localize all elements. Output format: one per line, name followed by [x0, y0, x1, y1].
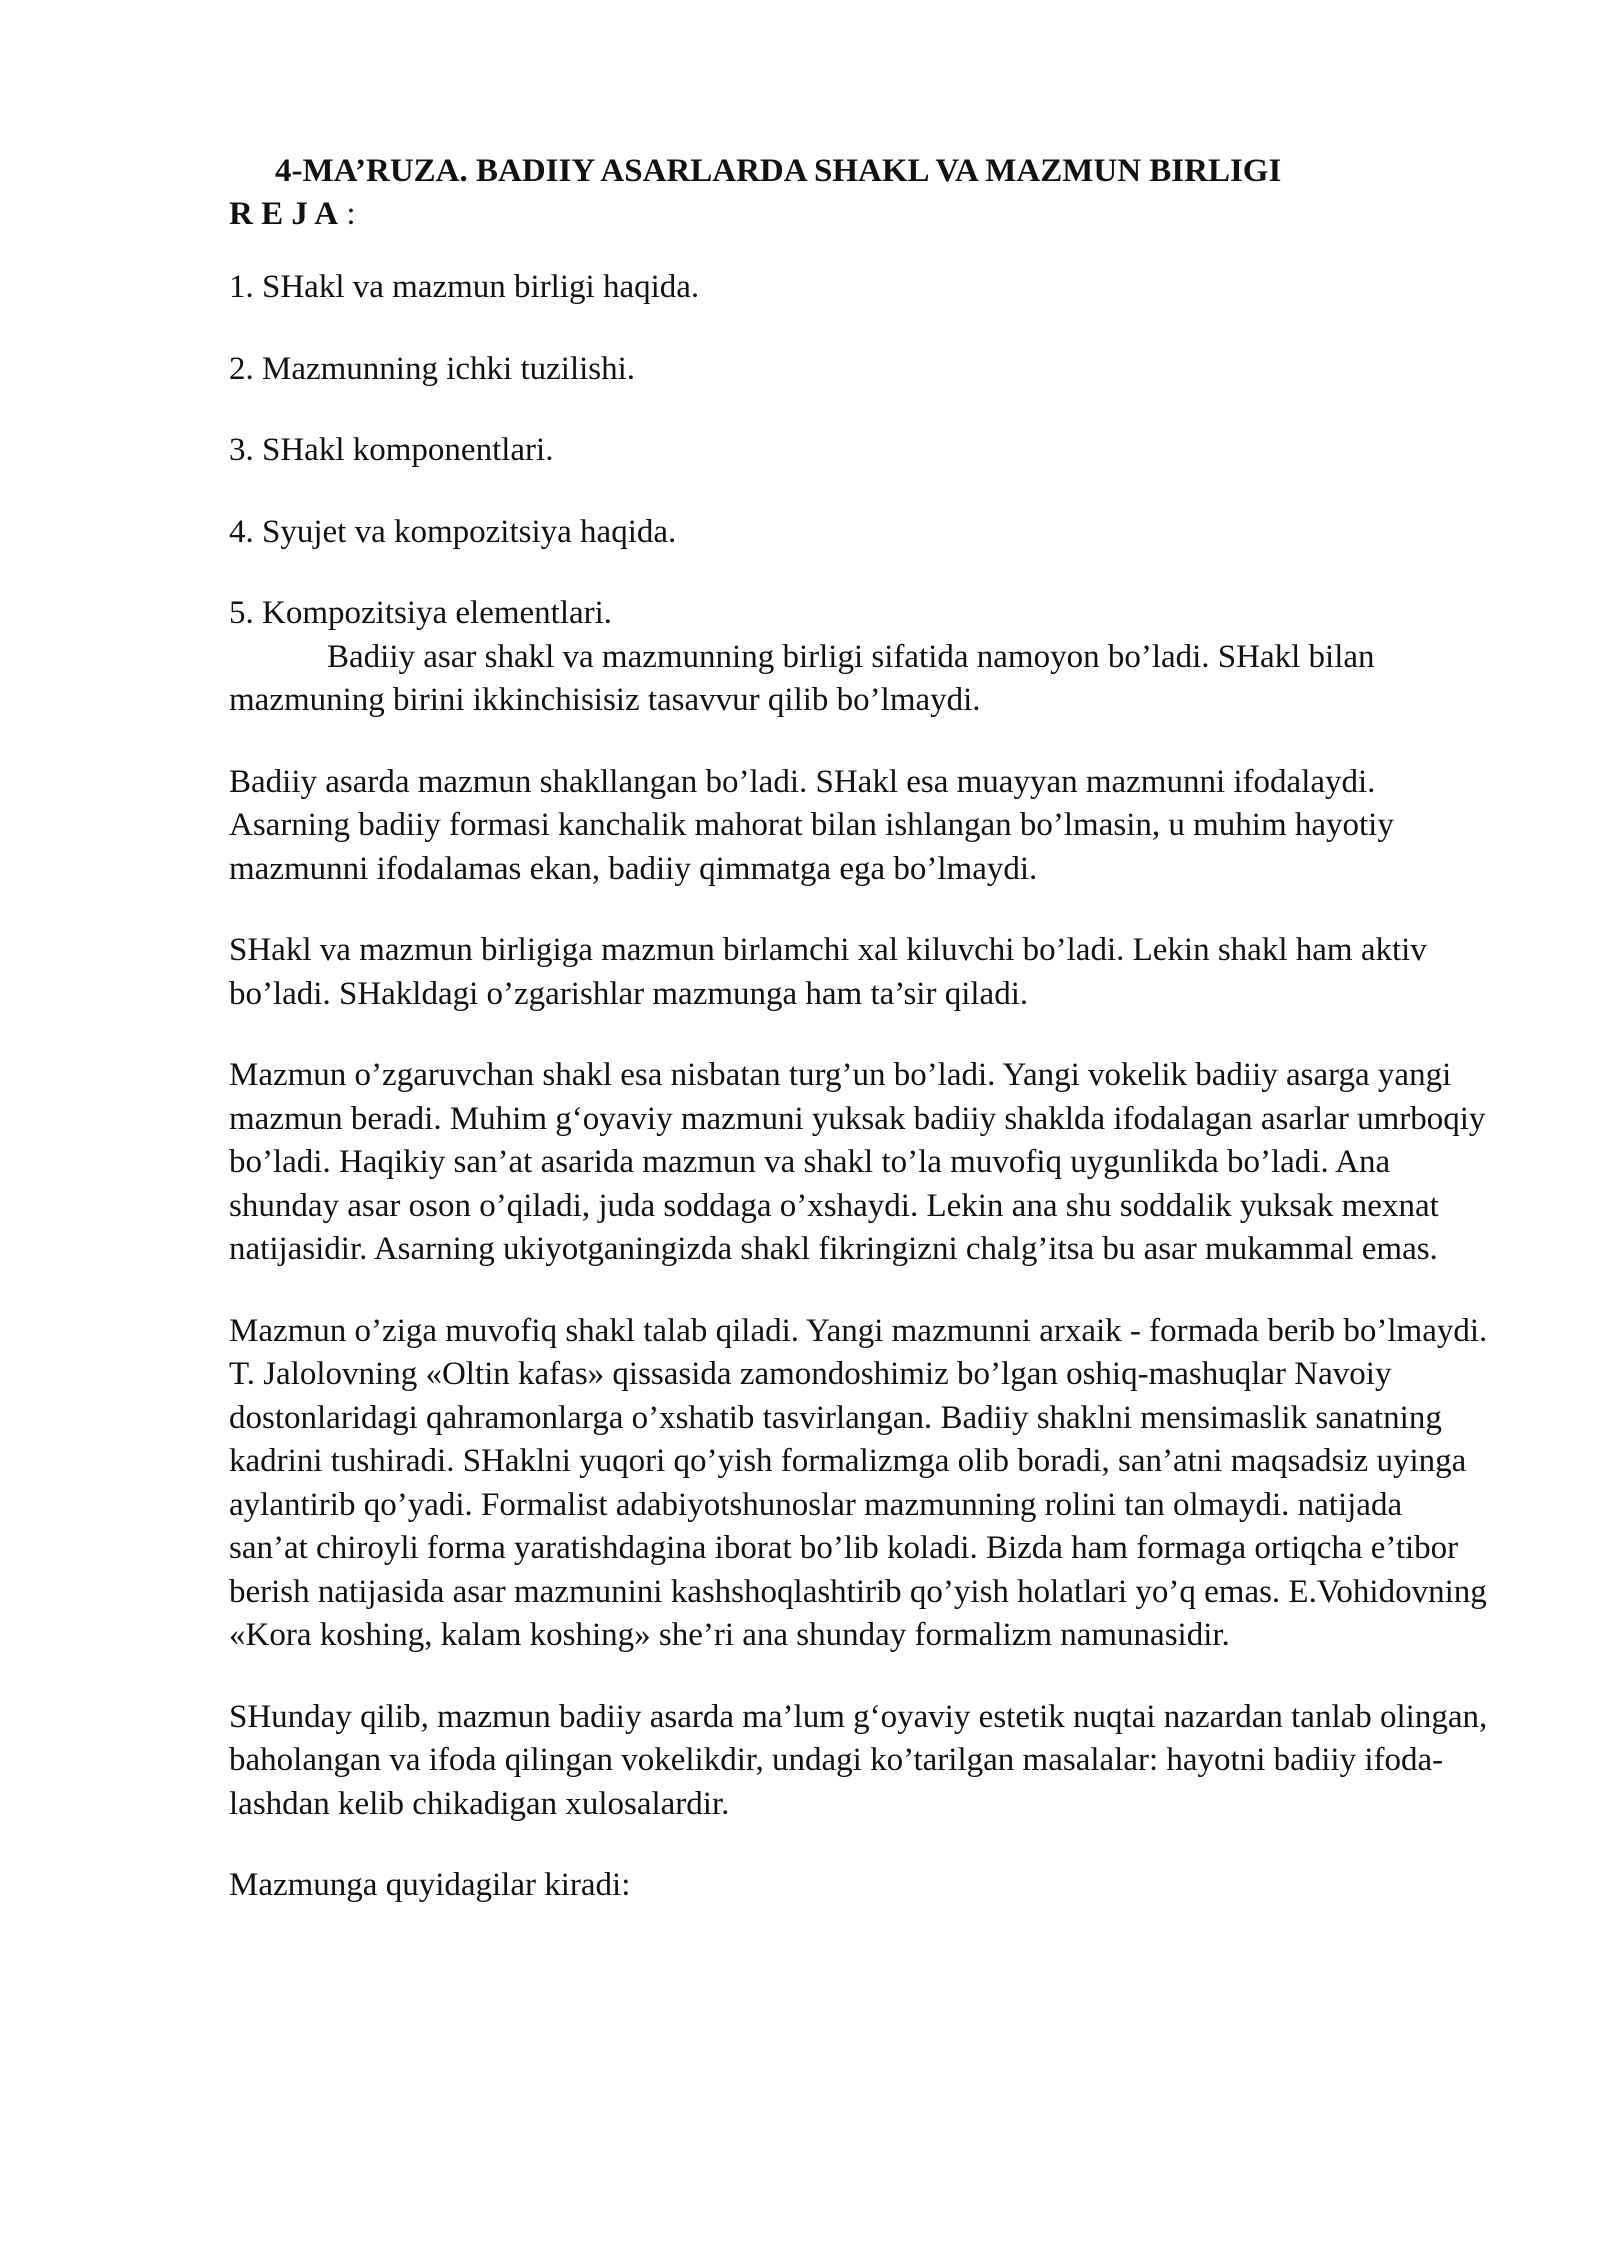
plan-item: 2. Mazmunning ichki tuzilishi. [229, 350, 636, 387]
paragraph: SHakl va mazmun birligiga mazmun birlamchi xal kiluvchi bo’ladi. Lekin shakl ham aktiv bo’ladi. SHakldagi o’zgarishlar mazmunga ham ta’sir qiladi. [229, 932, 1427, 1012]
plan-item: 1. SHakl va mazmun birligi haqida. [229, 269, 700, 305]
plan-label: R E J A [229, 196, 339, 232]
paragraph: Badiiy asarda mazmun shakllangan bo’ladi. SHakl esa muayyan mazmunni ifodalaydi. Asarning badiiy formasi kanchalik mahorat bilan ishlangan bo’lmasin, u muhim hayotiy mazmunni ifodalamas ekan, badiiy qimmatga ega bo’lmaydi. [229, 763, 1394, 887]
document-page [229, 150, 1489, 1908]
paragraph: Mazmunga quyidagilar kiradi: [229, 1867, 631, 1903]
plan-item: 5. Kompozitsiya elementlari. [229, 595, 613, 631]
plan-colon: : [346, 196, 356, 232]
paragraph: Mazmun o’zgaruvchan shakl esa nisbatan turg’un bo’ladi. Yangi vokelik badiiy asarga yangi mazmun beradi. Muhim g‘oyaviy mazmuni yuksak badiiy shaklda ifodalagan asarlar umrboqiy bo’ladi. Haqikiy san’at asarida mazmun va shakl to’la muvofiq uygunlikda bo’ladi. Ana shunday asar oson o’qiladi, juda soddaga o’xshaydi. Lekin ana shu soddalik yuksak mexnat natijasidir. Asarning ukiyotganingizda shakl fikringizni chalg’itsa bu asar mukammal emas. [229, 1057, 1486, 1267]
plan-list [229, 266, 1489, 636]
plan-item: 4. Syujet va kompozitsiya haqida. [229, 513, 677, 550]
paragraph: SHunday qilib, mazmun badiiy asarda ma’lum g‘oyaviy estetik nuqtai nazardan tanlab olingan, baholangan va ifoda qilingan vokelikdir, undagi ko’tarilgan masalalar: hayotni badiiy ifoda-lashdan kelib chikadigan xulosalardir. [229, 1698, 1488, 1822]
plan-heading [229, 193, 1489, 236]
body-text [229, 636, 1489, 1908]
paragraph: Badiiy asar shakl va mazmunning birligi sifatida namoyon bo’ladi. SHakl bilan mazmuning birini ikkinchisisiz tasavvur qilib bo’lmaydi. [229, 638, 1375, 718]
paragraph: Mazmun o’ziga muvofiq shakl talab qiladi. Yangi mazmunni arxaik - formada berib bo’lmaydi. T. Jalolovning «Oltin kafas» qissasida zamondoshimiz bo’lgan oshiq-mashuqlar Navoiy dostonlaridagi qahramonlarga o’xshatib tasvirlangan. Badiiy shaklni mensimaslik sanatning kadrini tushiradi. SHaklni yuqori qo’yish formalizmga olib boradi, san’atni maqsadsiz uyinga aylantirib qo’yadi. Formalist adabiyotshunoslar mazmunning rolini tan olmaydi. natijada san’at chiroyli forma yaratishdagina iborat bo’lib koladi. Bizda ham formaga ortiqcha e’tibor berish natijasida asar mazmunini kashshoqlashtirib qo’yish holatlari yo’q emas. E.Vohidovning «Kora koshing, kalam koshing» she’ri ana shunday formalizm namunasidir. [229, 1312, 1488, 1653]
lecture-title: 4-MA’RUZA. BADIIY ASARLARDA SHAKL VA MAZMUN BIRLIGI [275, 153, 1282, 189]
plan-item: 3. SHakl komponentlari. [229, 432, 554, 468]
